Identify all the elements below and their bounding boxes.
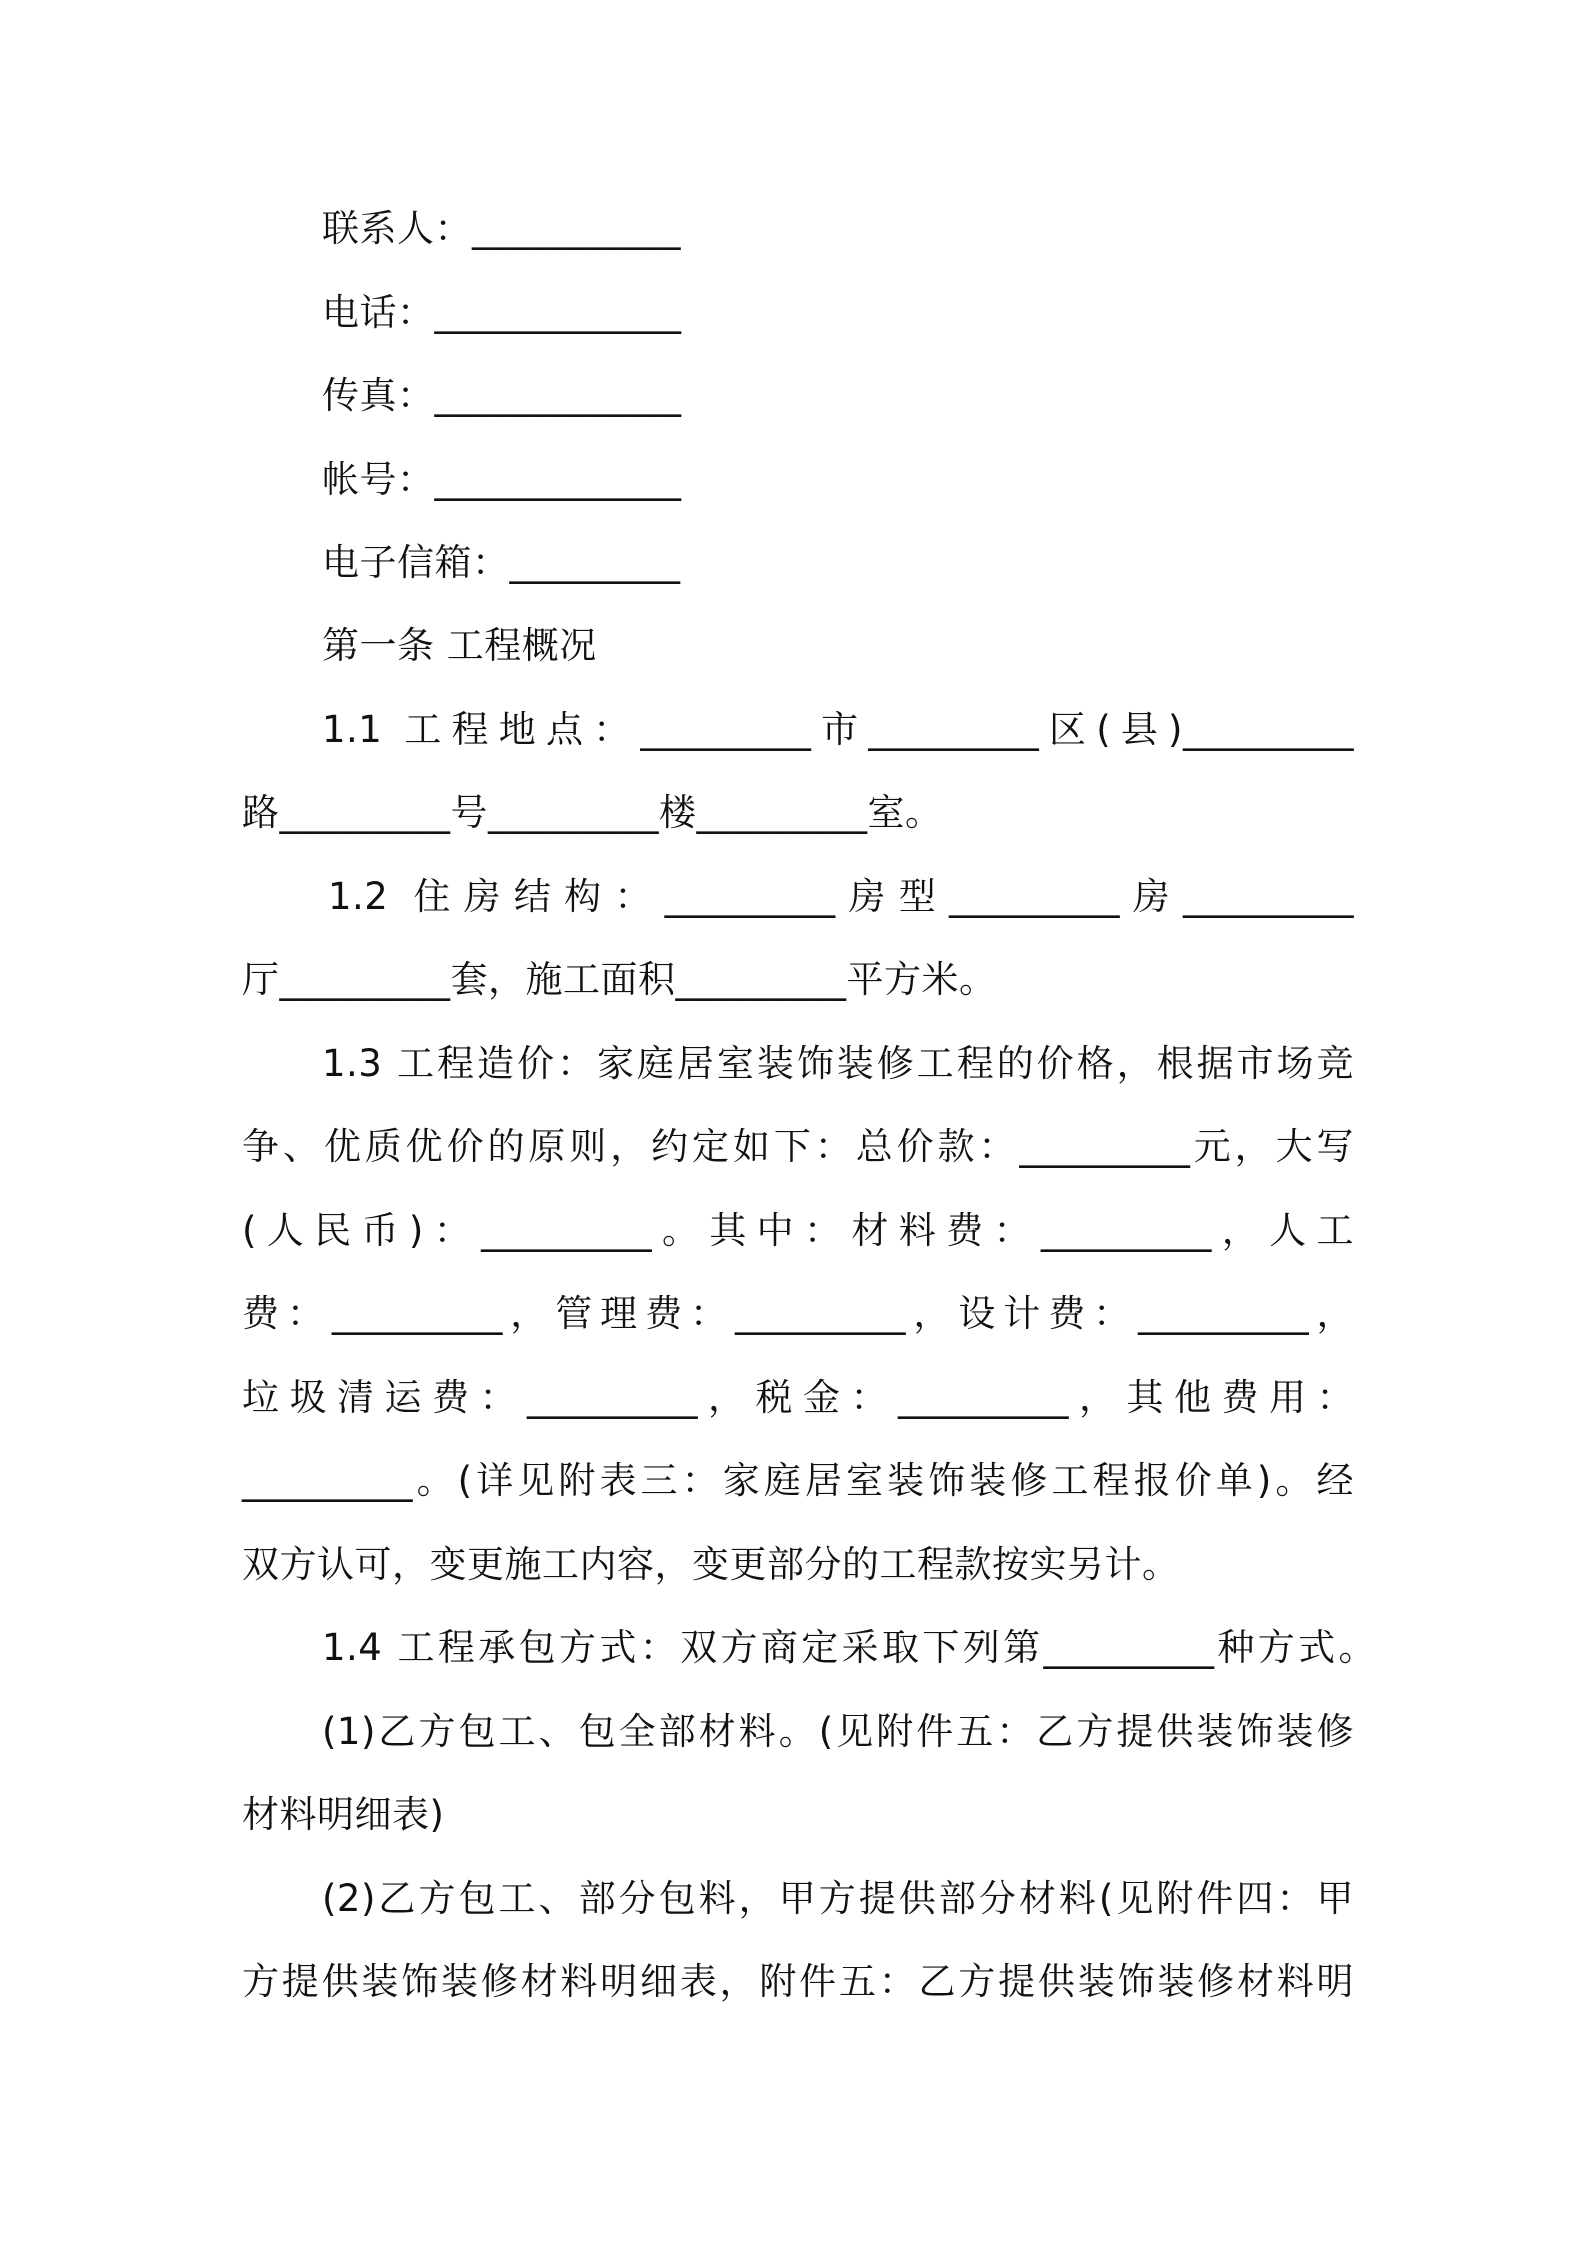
clause-1-3-line-6: _________。(详见附表三：家庭居室装饰装修工程报价单)。经 (242, 1459, 1354, 1502)
clause-1-3-line-2: 争、优质优价的原则，约定如下：总价款：_________元，大写 (242, 1125, 1354, 1168)
option-2-line-2: 方提供装饰装修材料明细表，附件五：乙方提供装饰装修材料明 (242, 1960, 1354, 2003)
clause-1-3-line-7: 双方认可，变更施工内容，变更部分的工程款按实另计。 (242, 1543, 1180, 1586)
clause-1-1-line-1: 1.1 工程地点：_________市_________区(县)_________ (322, 708, 1354, 751)
clause-1-3-line-5: 垃圾清运费：_________，税金：_________，其他费用： (242, 1376, 1354, 1419)
phone-line: 电话：_____________ (322, 291, 682, 334)
clause-1-1-line-2: 路_________号_________楼_________室。 (242, 791, 943, 834)
clause-1-3-line-4: 费：_________，管理费：_________，设计费：_________， (242, 1292, 1354, 1335)
option-1-line-2: 材料明细表) (242, 1793, 445, 1836)
clause-1-3-line-3: (人民币)：_________。其中：材料费：_________，人工 (242, 1209, 1354, 1252)
fax-line: 传真：_____________ (322, 374, 682, 417)
clause-1-2-line-2: 厅_________套，施工面积_________平方米。 (242, 958, 997, 1001)
article-one-heading: 第一条 工程概况 (322, 624, 597, 667)
clause-1-4-line-1: 1.4 工程承包方式：双方商定采取下列第_________种方式。 (322, 1626, 1376, 1669)
clause-1-3-line-1: 1.3 工程造价：家庭居室装饰装修工程的价格，根据市场竞 (322, 1042, 1354, 1085)
account-line: 帐号：_____________ (322, 458, 682, 501)
option-2-line-1: (2)乙方包工、部分包料，甲方提供部分材料(见附件四：甲 (322, 1877, 1354, 1920)
option-1-line-1: (1)乙方包工、包全部材料。(见附件五：乙方提供装饰装修 (322, 1710, 1354, 1753)
email-line: 电子信箱：_________ (322, 541, 681, 584)
contact-person-line: 联系人：___________ (322, 207, 681, 250)
clause-1-2-line-1: 1.2 住房结构：_________房型_________房_________ (328, 875, 1354, 918)
